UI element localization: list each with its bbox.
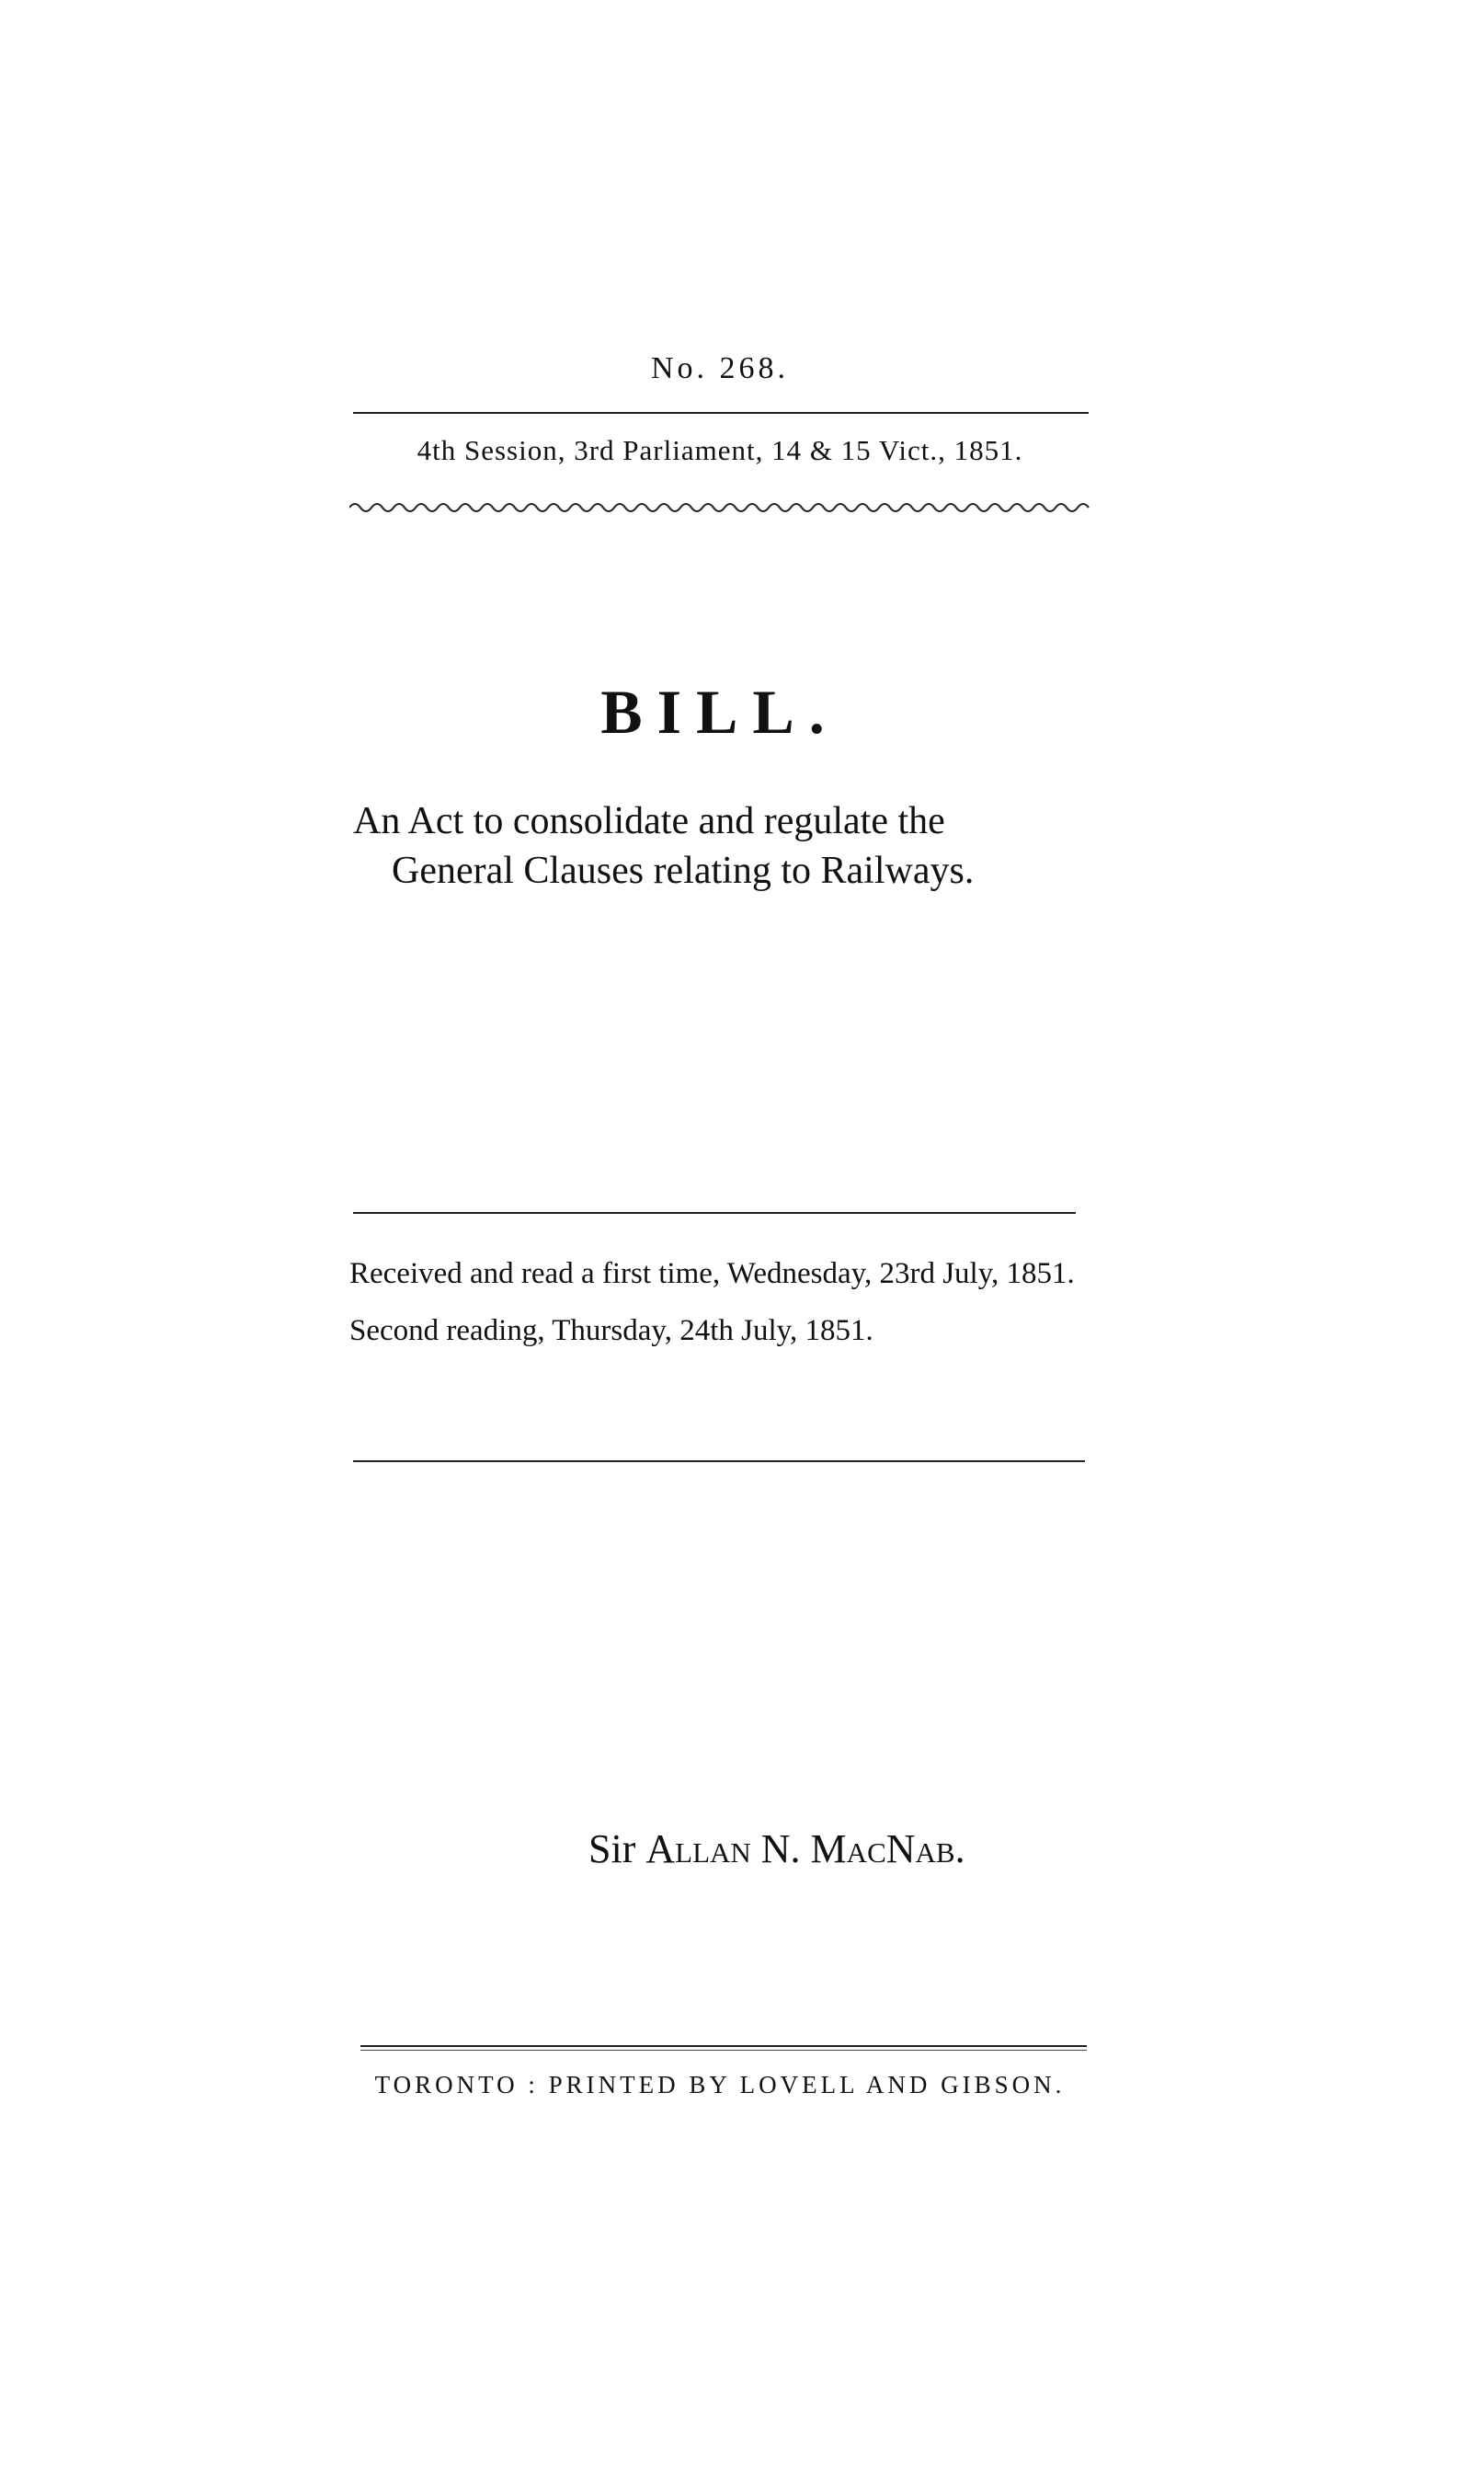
- act-title: [353, 796, 1098, 896]
- imprint-rule: [360, 2045, 1087, 2051]
- act-title-line-2: General Clauses relating to Railways.: [392, 850, 975, 892]
- bill-number: No. 268.: [650, 351, 790, 385]
- wavy-rule: [349, 497, 1090, 519]
- sponsor-prefix: Sir: [588, 1826, 636, 1871]
- second-reading: Second reading, Thursday, 24th July, 1851.: [349, 1314, 873, 1347]
- bill-heading: BILL.: [600, 677, 839, 747]
- act-title-line-1: An Act to consolidate and regulate the: [353, 800, 945, 842]
- header-rule: [353, 412, 1089, 414]
- readings-bottom-rule: [353, 1460, 1085, 1462]
- readings-top-rule: [353, 1212, 1076, 1214]
- printer-imprint: TORONTO : PRINTED BY LOVELL AND GIBSON.: [374, 2071, 1066, 2098]
- first-reading: Received and read a first time, Wednesday, 23rd July, 1851.: [349, 1257, 1075, 1290]
- session-line: 4th Session, 3rd Parliament, 14 & 15 Vict., 1851.: [417, 434, 1023, 466]
- readings-block: [349, 1255, 1096, 1369]
- sponsor-name: [588, 1825, 1103, 1872]
- sponsor-full-name: Allan N. MacNab.: [645, 1826, 965, 1871]
